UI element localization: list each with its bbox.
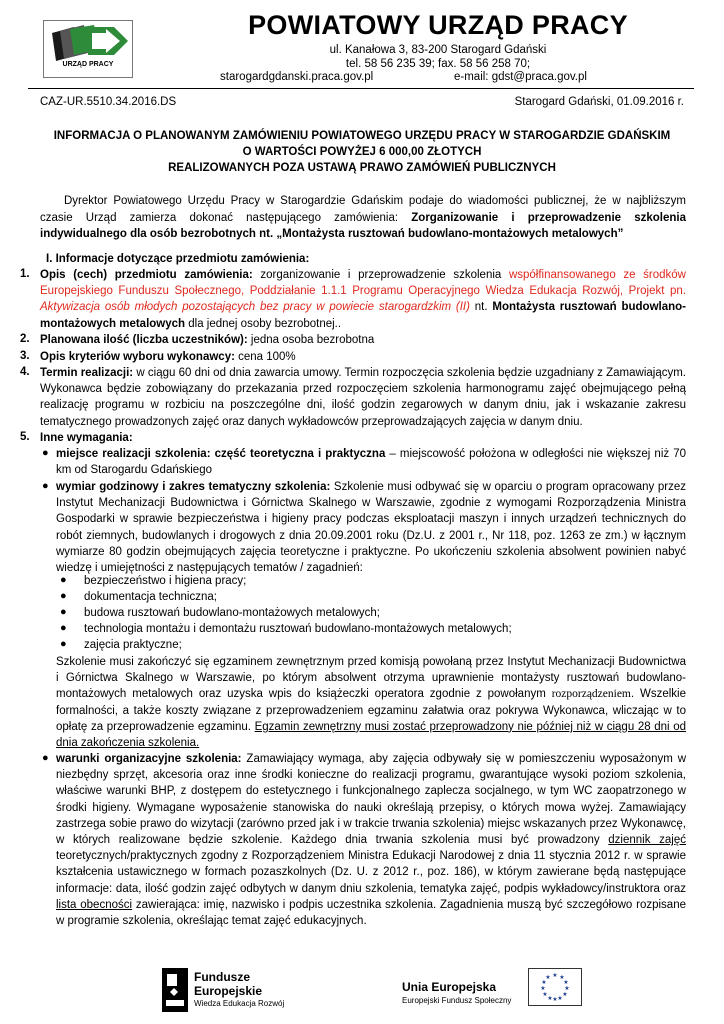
svg-text:★: ★ (563, 980, 569, 986)
req-hours-text: Szkolenie musi odbywać się w oparciu o program opracowany przez Instytut Mechanizacji Budownictwa i Górnictwa Skalnego w Warszawie, zgodnie z wymogami Rozporządzenia Ministra Gospodarki w sprawie bezpieczeństwa i higieny pracy podczas eksploatacji maszyn i innych urządzeń technicznych do robót ziemnych, budowlanych i drogowych z dnia 20.09.2001 roku (Dz.U. z 2001 r., Nr 118, poz. 1263 ze zm.) w łącznym wymiarze 80 godzin obejmujących zajęcia teoretyczne i praktyczne. Po ukończeniu szkolenia absolwent powinien nabyć wiedzę i umiejętności z następujących tematów / zagadnień: (56, 481, 686, 575)
req-location-label: miejsce realizacji szkolenia: część teoretyczna i praktyczna (56, 448, 386, 460)
item-number-3: 3. (20, 350, 30, 362)
item-1 (40, 267, 686, 332)
fe-title-1: Fundusze (194, 970, 250, 984)
intro-paragraph (40, 193, 686, 243)
item-3 (40, 349, 686, 365)
office-email[interactable]: e-mail: gdst@praca.gov.pl (454, 71, 587, 83)
place-date: Starogard Gdański, 01.09.2016 r. (514, 96, 684, 108)
req-organization-text-3: zawierająca: imię, nazwisko i podpis uczestnika szkolenia. Zagadnienia muszą być szczegółowo rozpisane w programie szkolenia, określając temat zajęć edukacyjnych. (56, 898, 686, 928)
pup-logo (43, 20, 133, 78)
pup-logo-graphic (44, 21, 132, 77)
fe-logo-icon (162, 968, 188, 1012)
req-location-text: – miejscowość położona w odległości nie większej niż 70 km od Starogardu Gdańskiego (56, 448, 686, 477)
svg-text:★: ★ (552, 973, 558, 979)
bullet-icon: ● (60, 638, 67, 650)
bullet-icon: ● (60, 574, 67, 586)
office-address: ul. Kanałowa 3, 83-200 Starogard Gdański (329, 44, 547, 56)
topic-item: zajęcia praktyczne; (84, 639, 182, 651)
bullet-icon: ● (42, 480, 49, 492)
topic-item: dokumentacja techniczna; (84, 591, 217, 603)
eu-flag-icon (528, 968, 582, 1006)
heading-line-2: O WARTOŚCI POWYŻEJ 6 000,00 ZŁOTYCH (242, 146, 482, 158)
svg-text:★: ★ (542, 992, 548, 998)
item-1-text: zorganizowanie i przeprowadzenie szkolenia (252, 269, 509, 281)
svg-text:★: ★ (552, 997, 558, 1003)
class-journal: dziennik zajęć (608, 834, 687, 847)
item-4-text: w ciągu 60 dni od dnia zawarcia umowy. Termin rozpoczęcia szkolenia będzie uzgadniany z Zamawiającym. Wykonawca będzie zobowiązany do przekazania przed rozpoczęciem szkolenia harmonogramu zajęć obejmującego pełną realizację programu w rozbiciu na poszczególne dni, ilość godzin zegarowych w danym dniu, jak i wskazanie zakresu tematycznego prowadzonych zajęć oraz danych wykładowców przeprowadzających zajęcia w danym dniu. (40, 367, 687, 428)
item-3-text: cena 100% (234, 351, 296, 363)
item-1-label: Opis (cech) przedmiotu zamówienia: (40, 269, 253, 281)
item-number-1: 1. (20, 268, 30, 280)
req-organization-label: warunki organizacyjne szkolenia: (56, 753, 242, 765)
req-organization-text: Zamawiający wymaga, aby zajęcia odbywały się w pomieszczeniu wyposażonym w niezbędny sprzęt, akcesoria oraz inne środki konieczne do realizacji programu, gwarantujące wysoki poziom szkolenia, właściwe warunki BHP, z dostępem do estetycznego i funkcjonalnego zaplecza socjalnego, w tym WC zaopatrzonego w środki higieny. Wymagane wyposażenie stanowiska do nauki określają przepisy, o których mowa wyżej. Zamawiający zastrzega sobie prawo do wizytacji (zarówno przed jak i w trakcie trwania szkolenia) miejsc wskazanych przez Wykonawcę, w których realizowane będzie szkolenie. Każdego dnia trwania szkolenia musi być prowadzony (56, 753, 686, 847)
svg-text:★: ★ (564, 986, 570, 992)
eu-subtitle: Europejski Fundusz Społeczny (402, 996, 512, 1005)
exam-text-2: . Wszelkie formalności, a także koszty związane z przeprowadzeniem egzaminu załatwia oraz pokrywa Wykonawca, wliczając w to opłatę za przeprowadzenie egzaminu. (56, 688, 686, 733)
intro-text: Dyrektor Powiatowego Urzędu Pracy w Starogardzie Gdańskim podaje do wiadomości publicznej, że w najbliższym czasie Urząd zamierza dokonać następującego zamówienia: (40, 195, 686, 224)
svg-text:★: ★ (545, 975, 551, 981)
exam-regulation: rozporządzeniem (551, 688, 631, 701)
item-3-label: Opis kryteriów wyboru wykonawcy: (40, 351, 235, 363)
reference-number: CAZ-UR.5510.34.2016.DS (40, 96, 177, 108)
bullet-icon: ● (60, 590, 67, 602)
bullet-icon: ● (42, 447, 49, 459)
section-title: I. Informacje dotyczące przedmiotu zamówienia: (46, 253, 310, 265)
svg-text:★: ★ (557, 996, 563, 1002)
fe-subtitle: Wiedza Edukacja Rozwój (194, 999, 285, 1008)
bullet-icon: ● (42, 752, 49, 764)
item-1-end: dla jednej osoby bezrobotnej.. (185, 317, 342, 330)
office-phone: tel. 58 56 235 39; fax. 58 56 258 70; (345, 58, 531, 70)
svg-text:★: ★ (540, 986, 546, 992)
req-organization (56, 751, 686, 929)
heading-line-3: REALIZOWANYCH POZA USTAWĄ PRAWO ZAMÓWIEŃ PUBLICZNYCH (168, 162, 556, 174)
item-number-4: 4. (20, 366, 30, 378)
bullet-icon: ● (60, 606, 67, 618)
office-website[interactable]: starogardgdanski.praca.gov.pl (220, 71, 374, 83)
logo-text: URZĄD PRACY (62, 61, 114, 68)
svg-text:★: ★ (541, 980, 547, 986)
req-hours (56, 479, 686, 576)
item-1-cofinancing: współfinansowanego ze środków Europejskiego Funduszu Społecznego, Poddziałanie 1.1.1 Programu Operacyjnego Wiedza Edukacja Rozwój, Projekt pn. (40, 269, 686, 298)
topic-item: bezpieczeństwo i higiena pracy; (84, 575, 247, 587)
req-location (56, 446, 686, 478)
item-5-label: Inne wymagania: (40, 432, 133, 444)
eu-title: Unia Europejska (402, 980, 497, 994)
svg-text:★: ★ (547, 996, 553, 1002)
bullet-icon: ● (60, 622, 67, 634)
item-2-text: jedna osoba bezrobotna (247, 334, 375, 346)
req-organization-text-2: teoretycznych/praktycznych zgodny z Rozporządzeniem Ministra Edukacji Narodowej z dnia 11 stycznia 2012 r. w sprawie kształcenia ustawicznego w formach pozaszkolnych (Dz. U. z 2012 r., poz. 186), w którym zawierane będą następujące informacje: data, ilość godzin zajęć odbytych w danym dniu szkolenia, tematyka zajęć, podpis wykładowcy/instruktora oraz (56, 850, 686, 895)
item-number-5: 5. (20, 431, 30, 443)
item-4-label: Termin realizacji: (40, 367, 134, 379)
header-divider (28, 88, 694, 89)
item-number-2: 2. (20, 333, 30, 345)
item-4 (40, 365, 686, 430)
heading-line-1: INFORMACJA O PLANOWANYM ZAMÓWIENIU POWIATOWEGO URZĘDU PRACY W STAROGARDZIE GDAŃSKIM (53, 130, 671, 142)
req-hours-label: wymiar godzinowy i zakres tematyczny szkolenia: (56, 481, 331, 493)
item-1-course: Montażysta rusztowań budowlano-montażowych metalowych (40, 301, 686, 330)
topic-item: technologia montażu i demontażu rusztowań budowlano-montażowych metalowych; (84, 623, 512, 635)
item-1-nt: nt. (469, 301, 493, 314)
intro-bold: Zorganizowanie i przeprowadzenie szkolenia indywidualnego dla osób bezrobotnych nt. „Montażysta rusztowań budowlano-montażowych metalowych” (40, 211, 686, 240)
attendance-list: lista obecności (56, 898, 133, 911)
item-1-project-name: Aktywizacja osób młodych pozostających bez pracy w powiecie starogardzkim (II) (40, 301, 470, 314)
svg-text:★: ★ (562, 992, 568, 998)
exam-paragraph (56, 654, 686, 751)
svg-text:★: ★ (559, 975, 565, 981)
exam-deadline: Egzamin zewnętrzny musi zostać przeprowadzony nie później niż w ciągu 28 dni od dnia zakończenia szkolenia. (56, 720, 687, 750)
item-2 (40, 332, 686, 348)
exam-text: Szkolenie musi zakończyć się egzaminem zewnętrznym przed komisją powołaną przez Instytut Mechanizacji Budownictwa i Górnictwa Skalnego w Warszawie, po którym absolwent otrzyma uprawnienie montażysty rusztowań budowlano-montażowych metalowych oraz uzyska wpis do książeczki operatora zgodnie z powołanym (56, 656, 686, 701)
fe-title-2: Europejskie (194, 984, 263, 998)
item-2-label: Planowana ilość (liczba uczestników): (40, 334, 248, 346)
office-title: POWIATOWY URZĄD PRACY (248, 10, 628, 40)
topic-item: budowa rusztowań budowlano-montażowych metalowych; (84, 607, 380, 619)
